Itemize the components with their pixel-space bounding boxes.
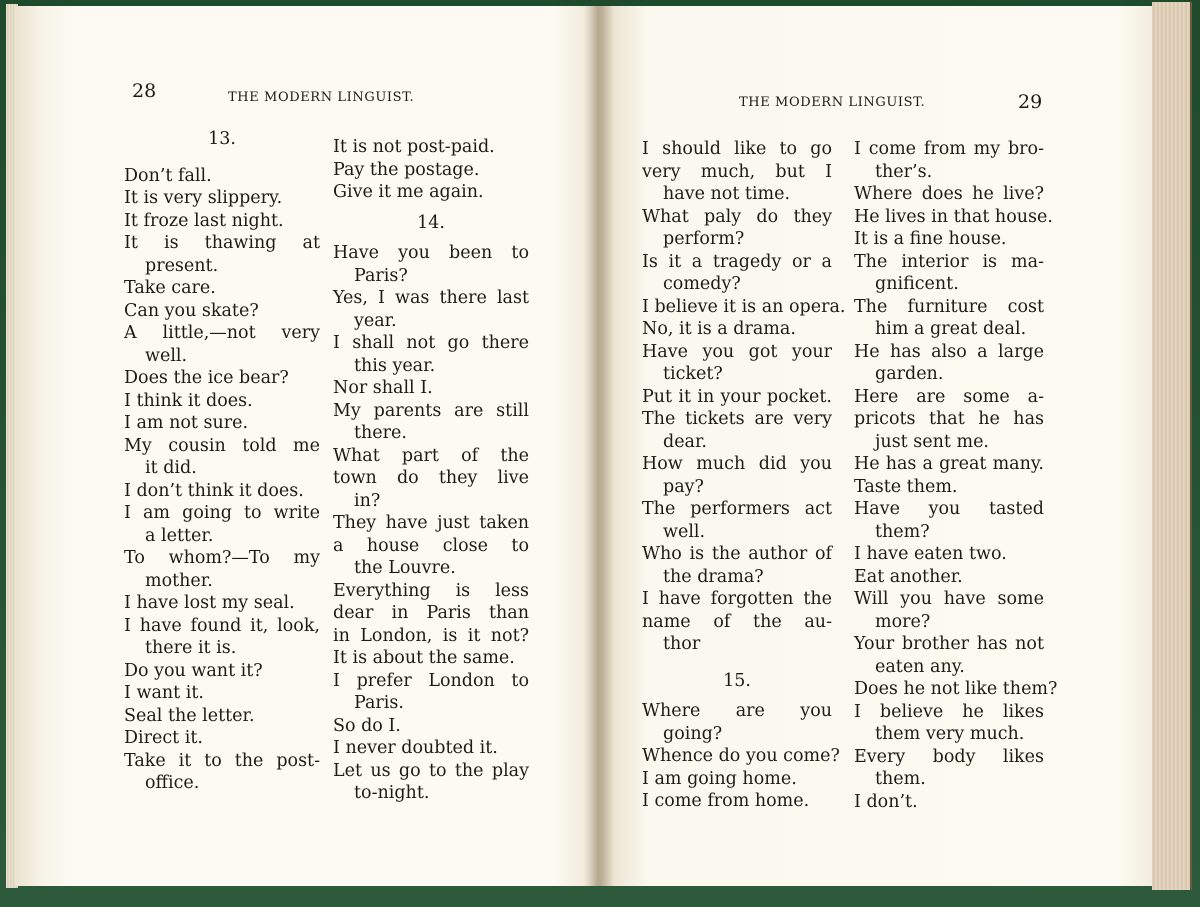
- text-line-continuation: the Louvre.: [354, 558, 456, 578]
- text-line: Will you have some: [854, 589, 1044, 609]
- text-line: So do I.: [333, 715, 401, 736]
- text-line-continuation: comedy?: [663, 274, 741, 294]
- spacer: [333, 234, 529, 242]
- text-line: Take it to the post-: [124, 750, 320, 771]
- page-number-left: 28: [132, 80, 157, 102]
- text-line: a house close to: [333, 535, 529, 556]
- text-line: Let us go to the play: [333, 760, 529, 781]
- spacer: [642, 692, 832, 700]
- spacer: [642, 656, 832, 670]
- text-line: It is very slippery.: [124, 188, 283, 208]
- left-page-column-2: [333, 136, 529, 805]
- text-line: I have forgotten the: [642, 589, 832, 609]
- text-line: I don’t think it does.: [124, 480, 304, 501]
- text-line: Direct it.: [124, 728, 203, 748]
- text-line-continuation: mother.: [145, 570, 213, 591]
- text-line-continuation: a letter.: [145, 525, 214, 546]
- text-line-continuation: the drama?: [663, 566, 764, 587]
- section-number: 15.: [723, 670, 751, 691]
- running-head-right: THE MODERN LINGUIST.: [739, 95, 926, 110]
- text-line-continuation: in?: [354, 490, 381, 511]
- text-line-continuation: Paris?: [354, 265, 408, 286]
- text-line: The furniture cost: [854, 296, 1044, 317]
- text-line: I am going home.: [642, 768, 797, 789]
- text-line-continuation: gnificent.: [875, 274, 959, 294]
- text-line: Seal the letter.: [124, 705, 255, 726]
- text-line-continuation: thor: [663, 634, 701, 654]
- text-line: Is it a tragedy or a: [642, 251, 832, 272]
- text-line: Who is the author of: [642, 544, 832, 564]
- text-line: It is about the same.: [333, 648, 515, 668]
- text-line-continuation: perform?: [663, 229, 745, 249]
- text-line: name of the au-: [642, 611, 832, 632]
- text-line: Whence do you come?: [642, 746, 840, 766]
- text-line: What part of the: [333, 445, 529, 466]
- page-number-right: 29: [1018, 91, 1043, 113]
- text-line: I believe it is an opera.: [642, 296, 846, 317]
- section-number: 13.: [208, 129, 236, 149]
- text-line-continuation: going?: [663, 723, 723, 744]
- text-line: I have lost my seal.: [124, 593, 295, 613]
- text-line: Does the ice bear?: [124, 368, 289, 388]
- text-line-continuation: this year.: [354, 355, 436, 376]
- text-line-continuation: them very much.: [875, 724, 1025, 744]
- text-line-continuation: present.: [145, 255, 219, 276]
- text-line: very much, but I: [642, 161, 832, 182]
- spacer: [333, 204, 529, 212]
- text-line: I don’t.: [854, 791, 918, 812]
- text-line: Does he not like them?: [854, 679, 1058, 699]
- text-line: What paly do they: [642, 206, 832, 227]
- text-line: Do you want it?: [124, 660, 263, 681]
- text-line: It is thawing at: [124, 233, 320, 253]
- spacer: [124, 151, 320, 165]
- text-line: Taste them.: [854, 476, 958, 497]
- text-line: I want it.: [124, 683, 204, 703]
- text-line-continuation: dear.: [663, 431, 707, 452]
- text-line: It is a fine house.: [854, 229, 1007, 249]
- text-line: Don’t fall.: [124, 165, 212, 186]
- text-line: No, it is a drama.: [642, 319, 796, 339]
- text-line-continuation: there it is.: [145, 638, 237, 658]
- right-page-column-2: [854, 138, 1058, 813]
- text-line: Eat another.: [854, 566, 963, 587]
- text-line-continuation: Paris.: [354, 693, 404, 713]
- text-line: pricots that he has: [854, 409, 1044, 429]
- text-line: Give it me again.: [333, 182, 484, 202]
- text-line: I come from my bro-: [854, 139, 1044, 159]
- text-line: Have you been to: [333, 243, 529, 263]
- text-line: My parents are still: [333, 400, 529, 421]
- text-line: How much did you: [642, 454, 832, 474]
- left-page-column-1: [124, 128, 320, 795]
- text-line: They have just taken: [333, 513, 529, 533]
- text-line: in London, is it not?: [333, 625, 529, 646]
- text-line: Where does he live?: [854, 184, 1044, 204]
- text-line-continuation: pay?: [663, 476, 704, 497]
- text-line-continuation: eaten any.: [875, 656, 965, 677]
- text-line: dear in Paris than: [333, 603, 529, 623]
- text-line: Pay the postage.: [333, 159, 480, 180]
- text-line: I should like to go: [642, 139, 832, 159]
- text-line-continuation: have not time.: [663, 184, 791, 204]
- right-page-edges: [1152, 2, 1192, 890]
- text-line-continuation: there.: [354, 423, 407, 443]
- text-line: It froze last night.: [124, 210, 284, 231]
- text-line: Have you tasted: [854, 499, 1044, 519]
- text-line: Your brother has not: [854, 634, 1044, 654]
- text-line-continuation: year.: [354, 310, 397, 331]
- right-page-column-1: [642, 138, 846, 813]
- text-line-continuation: office.: [145, 773, 200, 793]
- text-line: He has a great many.: [854, 454, 1044, 474]
- text-line-continuation: it did.: [145, 458, 197, 478]
- text-line: I come from home.: [642, 791, 810, 811]
- text-line: The tickets are very: [642, 409, 832, 429]
- text-line: A little,—not very: [124, 323, 320, 343]
- text-line: Put it in your pocket.: [642, 386, 832, 407]
- text-line-continuation: well.: [145, 345, 188, 366]
- text-line: I believe he likes: [854, 701, 1044, 722]
- text-line-continuation: more?: [875, 611, 931, 632]
- text-line: Have you got your: [642, 341, 832, 362]
- text-line: I have found it, look,: [124, 615, 320, 636]
- running-head-left: THE MODERN LINGUIST.: [228, 90, 415, 105]
- text-line-continuation: garden.: [875, 364, 944, 384]
- text-line-continuation: well.: [663, 521, 706, 542]
- text-line: Can you skate?: [124, 300, 259, 321]
- text-line: town do they live: [333, 468, 529, 488]
- text-line: The interior is ma-: [854, 251, 1044, 272]
- text-line: It is not post-paid.: [333, 137, 495, 157]
- text-line: He lives in that house.: [854, 206, 1053, 227]
- text-line: The performers act: [642, 499, 832, 519]
- text-line: I think it does.: [124, 390, 253, 411]
- text-line: Yes, I was there last: [333, 288, 529, 308]
- text-line-continuation: them.: [875, 769, 926, 789]
- text-line: Everything is less: [333, 580, 529, 601]
- text-line: I prefer London to: [333, 670, 529, 691]
- text-line: He has also a large: [854, 341, 1044, 362]
- text-line: Every body likes: [854, 746, 1044, 767]
- text-line-continuation: ther’s.: [875, 161, 933, 182]
- text-line-continuation: them?: [875, 521, 930, 542]
- text-line: I am not sure.: [124, 413, 249, 433]
- text-line: I have eaten two.: [854, 544, 1007, 564]
- text-line-continuation: ticket?: [663, 364, 723, 384]
- text-line: I am going to write: [124, 503, 320, 523]
- text-line-continuation: to-night.: [354, 783, 430, 803]
- book-gutter: [584, 6, 614, 886]
- text-line: Where are you: [642, 701, 832, 721]
- text-line: My cousin told me: [124, 435, 320, 456]
- text-line: To whom?—To my: [124, 548, 320, 568]
- text-line: Nor shall I.: [333, 378, 433, 398]
- text-line: I never doubted it.: [333, 738, 498, 758]
- text-line: I shall not go there: [333, 333, 529, 353]
- text-line-continuation: him a great deal.: [875, 319, 1027, 339]
- text-line: Here are some a-: [854, 386, 1044, 407]
- text-line: Take care.: [124, 278, 216, 298]
- section-number: 14.: [417, 212, 445, 233]
- text-line-continuation: just sent me.: [875, 431, 989, 452]
